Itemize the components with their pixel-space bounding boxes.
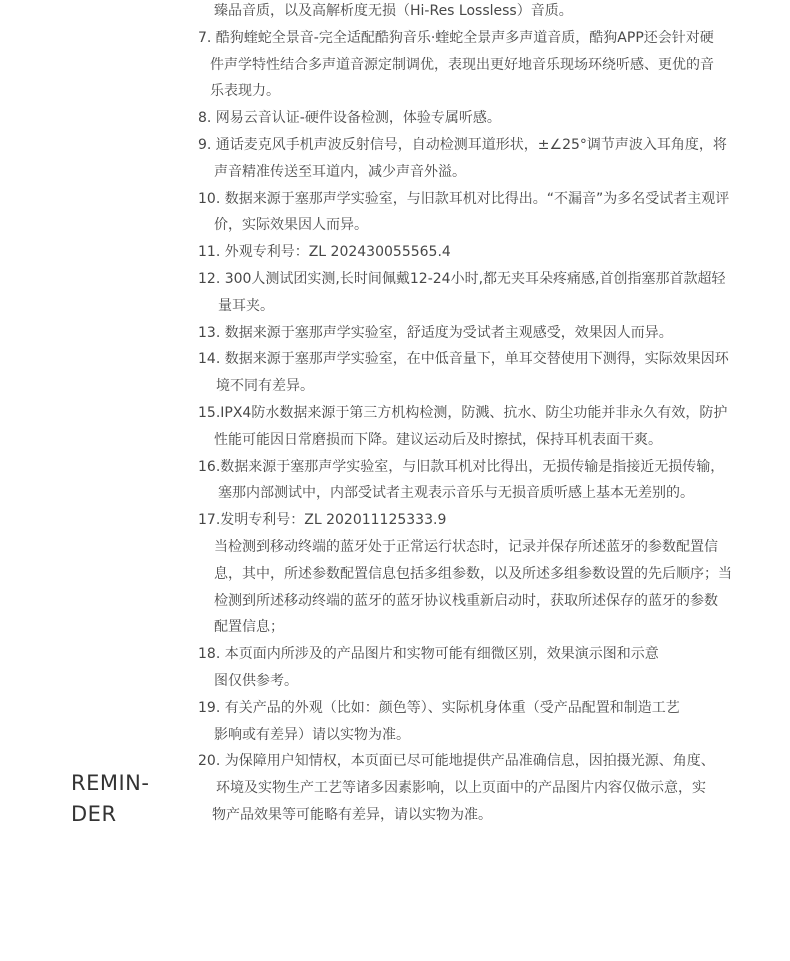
reminder-heading-line-2: DER — [71, 802, 117, 826]
note-line: 20. 为保障用户知情权，本页面已尽可能地提供产品准确信息，因拍摄光源、角度、 — [198, 753, 715, 770]
note-line: 量耳夹。 — [218, 297, 274, 314]
note-line: 9. 通话麦克风手机声波反射信号，自动检测耳道形状，±∠25°调节声波入耳角度，将 — [198, 137, 727, 153]
note-line: 塞那内部测试中，内部受试者主观表示音乐与无损音质听感上基本无差别的。 — [218, 485, 694, 502]
note-line: 19. 有关产品的外观（比如：颜色等）、实际机身体重（受产品配置和制造工艺 — [198, 699, 680, 716]
note-line: 图仅供参考。 — [214, 673, 298, 689]
note-line: 16.数据来源于塞那声学实验室，与旧款耳机对比得出，无损传输是指接近无损传输， — [198, 458, 725, 475]
note-line: 10. 数据来源于塞那声学实验室，与旧款耳机对比得出。“不漏音”为多名受试者主观评 — [198, 190, 730, 207]
note-line: 8. 网易云音认证-硬件设备检测，体验专属听感。 — [198, 110, 501, 127]
note-line: 12. 300人测试团实测,长时间佩戴12-24小时,都无夹耳朵疼痛感,首创指塞那首款超轻 — [198, 271, 726, 287]
note-line: 配置信息； — [214, 619, 284, 636]
note-line: 15.IPX4防水数据来源于第三方机构检测，防溅、抗水、防尘功能并非永久有效，防护 — [198, 405, 728, 421]
note-line: 影响或有差异）请以实物为准。 — [214, 726, 410, 743]
note-line: 息，其中，所述参数配置信息包括多组参数，以及所述多组参数设置的先后顺序；当 — [214, 565, 732, 582]
note-line: 乐表现力。 — [210, 83, 280, 100]
reminder-heading-line-1: REMIN- — [71, 771, 150, 795]
note-line: 价，实际效果因人而异。 — [214, 217, 368, 234]
note-line: 7. 酷狗蝰蛇全景音-完全适配酷狗音乐·蝰蛇全景声多声道音质，酷狗APP还会针对硬 — [198, 29, 714, 46]
note-line: 环境及实物生产工艺等诸多因素影响，以上页面中的产品图片内容仅做示意，实 — [216, 780, 706, 797]
note-line: 声音精准传送至耳道内，减少声音外溢。 — [214, 163, 466, 180]
note-line: 性能可能因日常磨损而下降。建议运动后及时擦拭，保持耳机表面干爽。 — [214, 431, 662, 448]
note-line: 物产品效果等可能略有差异，请以实物为准。 — [212, 807, 492, 823]
note-line: 当检测到移动终端的蓝牙处于正常运行状态时，记录并保存所述蓝牙的参数配置信 — [214, 539, 718, 555]
note-line: 17.发明专利号：ZL 202011125333.9 — [198, 512, 447, 529]
note-line: 臻品音质，以及高解析度无损（Hi-Res Lossless）音质。 — [214, 3, 573, 19]
note-line: 13. 数据来源于塞那声学实验室，舒适度为受试者主观感受，效果因人而异。 — [198, 324, 673, 341]
note-line: 11. 外观专利号：ZL 202430055565.4 — [198, 244, 451, 261]
note-line: 18. 本页面内所涉及的产品图片和实物可能有细微区别，效果演示图和示意 — [198, 646, 659, 663]
note-line: 境不同有差异。 — [216, 378, 314, 395]
note-line: 14. 数据来源于塞那声学实验室，在中低音量下，单耳交替使用下测得，实际效果因环 — [198, 351, 729, 368]
note-line: 件声学特性结合多声道音源定制调优，表现出更好地音乐现场环绕听感、更优的音 — [210, 56, 714, 73]
note-line: 检测到所述移动终端的蓝牙的蓝牙协议栈重新启动时，获取所述保存的蓝牙的参数 — [214, 592, 718, 609]
reminder-heading — [71, 768, 181, 830]
